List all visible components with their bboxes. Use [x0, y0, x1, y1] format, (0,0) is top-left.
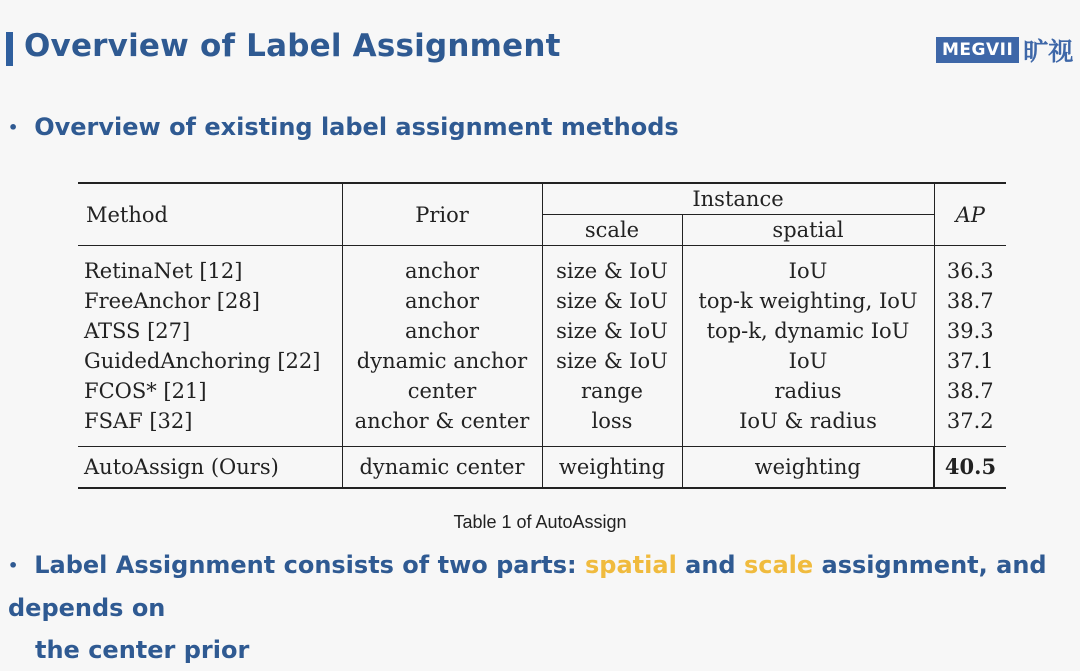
- bullet-text-cont: the center prior: [35, 636, 250, 664]
- cell-spatial: weighting: [682, 447, 934, 489]
- header-scale: scale: [542, 215, 682, 246]
- table-row-ours: [78, 447, 1006, 489]
- cell-method: FSAF [32]: [84, 409, 193, 433]
- cell-scale: size & IoU: [542, 286, 682, 316]
- table-row: [78, 406, 1006, 436]
- title-accent-bar: [6, 32, 13, 66]
- bullet-dot-icon: •: [8, 556, 19, 575]
- table-row: [78, 376, 1006, 406]
- header-prior: Prior: [342, 183, 542, 246]
- megvii-logo: [936, 32, 1073, 68]
- cell-scale: size & IoU: [542, 256, 682, 286]
- cell-ap: 37.2: [934, 406, 1006, 436]
- highlight-scale: scale: [743, 551, 814, 579]
- bullet-text-post: assignment, and depends on: [8, 551, 1047, 622]
- label-assignment-table: [78, 182, 1006, 489]
- cell-scale: loss: [542, 406, 682, 436]
- cell-prior: dynamic anchor: [342, 346, 542, 376]
- cell-ap: 39.3: [934, 316, 1006, 346]
- table-row: [78, 346, 1006, 376]
- header-instance: Instance: [542, 183, 934, 215]
- cell-ap: 36.3: [934, 256, 1006, 286]
- table-caption: Table 1 of AutoAssign: [453, 512, 627, 532]
- table-row: [78, 256, 1006, 286]
- cell-ap: 38.7: [934, 376, 1006, 406]
- bullet-text-mid: and: [676, 551, 744, 579]
- cell-ap: 40.5: [934, 447, 1006, 489]
- cell-spatial: radius: [682, 376, 934, 406]
- bullet-text: Overview of existing label assignment methods: [34, 113, 679, 141]
- cell-prior: anchor: [342, 316, 542, 346]
- cell-prior: anchor: [342, 256, 542, 286]
- bullet-label-assignment: [8, 544, 1073, 671]
- header-ap: AP: [934, 183, 1006, 246]
- cell-method: ATSS [27]: [84, 319, 191, 343]
- cell-spatial: IoU & radius: [682, 406, 934, 436]
- highlight-spatial: spatial: [585, 551, 677, 579]
- cell-method: AutoAssign (Ours): [78, 447, 342, 489]
- logo-cn-text: 旷视: [1023, 37, 1074, 66]
- logo-text: MEGVII: [936, 37, 1019, 63]
- cell-ap: 38.7: [934, 286, 1006, 316]
- cell-prior: anchor & center: [342, 406, 542, 436]
- cell-scale: weighting: [542, 447, 682, 489]
- bullet-existing-methods: [8, 106, 679, 149]
- cell-spatial: IoU: [682, 256, 934, 286]
- cell-spatial: top-k weighting, IoU: [682, 286, 934, 316]
- cell-spatial: top-k, dynamic IoU: [682, 316, 934, 346]
- header-method: Method: [78, 183, 342, 246]
- bullet-text-pre: Label Assignment consists of two parts:: [34, 551, 586, 579]
- cell-ap: 37.1: [934, 346, 1006, 376]
- header-spatial: spatial: [682, 215, 934, 246]
- cell-prior: dynamic center: [342, 447, 542, 489]
- cell-scale: range: [542, 376, 682, 406]
- table-row: [78, 316, 1006, 346]
- cell-method: RetinaNet [12]: [84, 259, 243, 283]
- cell-scale: size & IoU: [542, 346, 682, 376]
- cell-prior: anchor: [342, 286, 542, 316]
- cell-method: FreeAnchor [28]: [84, 289, 260, 313]
- cell-prior: center: [342, 376, 542, 406]
- cell-method: FCOS* [21]: [84, 379, 207, 403]
- header-row-1: [78, 183, 1006, 215]
- cell-spatial: IoU: [682, 346, 934, 376]
- table-row: [78, 286, 1006, 316]
- cell-scale: size & IoU: [542, 316, 682, 346]
- cell-method: GuidedAnchoring [22]: [84, 349, 321, 373]
- slide-title: Overview of Label Assignment: [24, 28, 561, 64]
- bullet-dot-icon: •: [8, 118, 19, 137]
